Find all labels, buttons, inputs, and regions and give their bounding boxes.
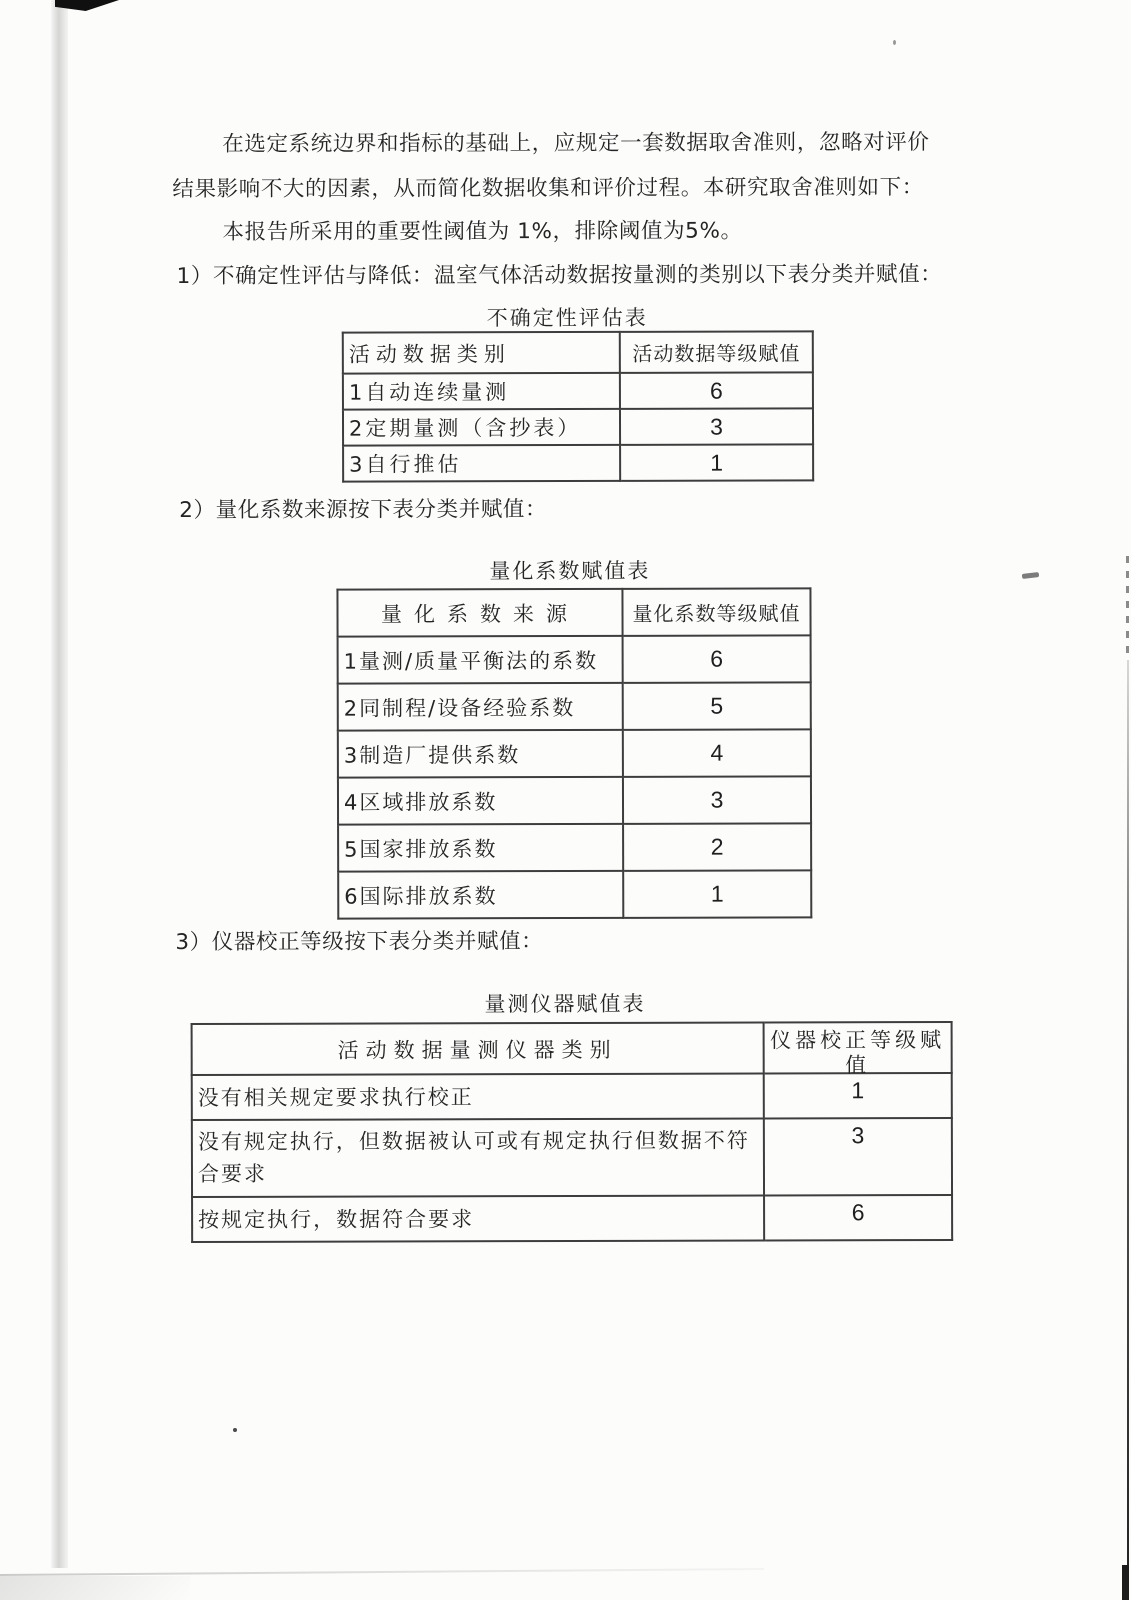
table-header-row (192, 1022, 952, 1075)
header-cell (764, 1022, 952, 1078)
section-1-heading: 1）不确定性评估与降低：温室气体活动数据按量测的类别以下表分类并赋值： (176, 262, 943, 290)
category-cell: 5国家排放系数 (338, 824, 623, 872)
category-cell: 2同制程/设备经验系数 (338, 683, 623, 731)
table-row (338, 682, 811, 730)
category-cell: 3制造厂提供系数 (338, 730, 623, 778)
table-row (338, 635, 811, 683)
value-cell: 6 (623, 635, 811, 682)
coefficient-table-caption: 量化系数赋值表 (489, 558, 651, 584)
category-cell: 1自动连续量测 (343, 373, 620, 410)
table-header-row (343, 331, 813, 373)
table-row (338, 729, 811, 777)
value-cell: 6 (620, 372, 813, 409)
section-2-heading: 2）量化系数来源按下表分类并赋值： (179, 497, 548, 524)
category-cell: 3自行推估 (343, 445, 620, 482)
header-cell: 活动数据类别 (343, 332, 620, 374)
header-cell: 活动数据量测仪器类别 (192, 1022, 764, 1074)
section-3-heading: 3）仪器校正等级按下表分类并赋值： (175, 929, 544, 956)
value-cell: 3 (623, 776, 811, 823)
category-cell: 2定期量测（含抄表） (343, 409, 620, 446)
table-row (192, 1118, 952, 1197)
intro-line-1: 在选定系统边界和指标的基础上，应规定一套数据取舍准则，忽略对评价 (222, 130, 930, 157)
table-row (192, 1073, 952, 1120)
coefficient-table (336, 587, 812, 919)
value-cell: 1 (620, 444, 813, 481)
header-cell: 量化系数等级赋值 (622, 588, 810, 635)
intro-line-2: 结果影响不大的因素，从而简化数据收集和评价过程。本研究取舍准则如下： (172, 175, 924, 203)
header-cell-text: 仪器校正等级赋值 (770, 1028, 946, 1078)
table-row (192, 1195, 952, 1242)
table-row (338, 776, 811, 824)
table-row (343, 408, 813, 445)
uncertainty-table-caption: 不确定性评估表 (486, 305, 648, 331)
uncertainty-table (342, 330, 814, 482)
table-header-row (337, 588, 810, 636)
value-cell: 5 (623, 682, 811, 729)
header-cell: 活动数据等级赋值 (620, 331, 813, 373)
category-cell: 按规定执行，数据符合要求 (192, 1195, 764, 1241)
category-cell: 4区域排放系数 (338, 777, 623, 825)
category-cell: 没有规定执行，但数据被认可或有规定执行但数据不符合要求 (192, 1118, 764, 1196)
value-cell: 3 (620, 408, 813, 445)
table-row (343, 372, 813, 409)
header-cell: 量化系数来源 (337, 589, 622, 637)
value-cell: 4 (623, 729, 811, 776)
category-cell: 没有相关规定要求执行校正 (192, 1073, 764, 1119)
value-cell: 2 (623, 823, 811, 870)
instrument-table (191, 1021, 954, 1243)
value-cell: 1 (623, 870, 811, 917)
value-cell: 1 (764, 1073, 952, 1118)
value-cell: 3 (764, 1118, 952, 1195)
table-row (338, 870, 811, 918)
table-row (343, 444, 813, 481)
intro-line-3: 本报告所采用的重要性阈值为 1%，排除阈值为5%。 (222, 218, 743, 245)
table-row (338, 823, 811, 871)
category-cell: 6国际排放系数 (338, 871, 623, 919)
instrument-table-caption: 量测仪器赋值表 (484, 991, 646, 1017)
value-cell: 6 (764, 1195, 952, 1240)
category-cell: 1量测/质量平衡法的系数 (338, 636, 623, 684)
